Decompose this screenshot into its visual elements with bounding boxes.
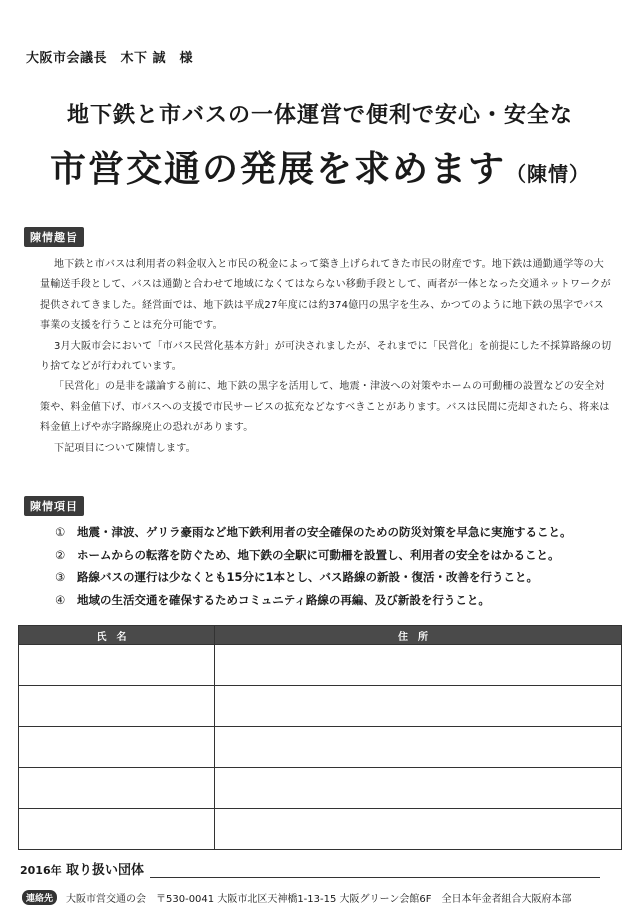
- addressee: 大阪市会議長 木下 誠 様: [26, 51, 194, 66]
- petition-item: [55, 589, 625, 612]
- name-cell[interactable]: [19, 645, 215, 686]
- petition-items-list: [55, 521, 625, 611]
- items-section-tag: 陳情項目: [24, 496, 84, 516]
- name-cell[interactable]: [19, 768, 215, 809]
- title-line-1: 地下鉄と市バスの一体運営で便利で安心・安全な: [66, 102, 573, 128]
- column-header-name: 氏名: [19, 626, 215, 645]
- handling-organization-label: 取り扱い団体: [66, 863, 145, 878]
- petition-item: [55, 544, 625, 567]
- item-text: 地域の生活交通を確保するためコミュニティ路線の再編、及び新設を行うこと。: [77, 592, 490, 607]
- contact-info: 大阪市営交通の会 〒530-0041 大阪市北区天神橋1-13-15 大阪グリーン会館6F 全日本年金者組合大阪府本部: [66, 894, 572, 905]
- summary-body: [40, 255, 612, 459]
- summary-paragraph: 地下鉄と市バスは利用者の料金収入と市民の税金によって築き上げられてきた市民の財産です。地下鉄は通勤通学等の大量輸送手段として、バスは通勤と合わせて地域になくてはならない移動手段として、両者が一体となった交通ネットワークが提供されてきました。経営面では、地下鉄は平成27年度には約374億円の黒字を生み、かつてのように地下鉄の黒字でバス事業の支援を行うことは充分可能です。: [40, 259, 611, 332]
- title-main: 市営交通の発展を求めます: [49, 148, 506, 190]
- table-row: [19, 727, 622, 768]
- name-cell[interactable]: [19, 809, 215, 850]
- table-row: [19, 645, 622, 686]
- address-cell[interactable]: [215, 809, 622, 850]
- address-cell[interactable]: [215, 768, 622, 809]
- contact-badge: 連絡先: [22, 890, 57, 905]
- table-row: [19, 809, 622, 850]
- summary-section-tag: 陳情趣旨: [24, 227, 84, 247]
- item-text: 路線バスの運行は少なくとも15分に1本とし、バス路線の新設・復活・改善を行うこと。: [77, 570, 539, 584]
- item-text: ホームからの転落を防ぐため、地下鉄の全駅に可動柵を設置し、利用者の安全をはかること。: [77, 547, 560, 562]
- title-line-2: [0, 141, 640, 192]
- petition-item: [55, 521, 625, 544]
- summary-paragraph: 「民営化」の是非を議論する前に、地下鉄の黒字を活用して、地震・津波への対策やホームの可動柵の設置などの安全対策や、料金値下げ、市バスへの支援で市民サービスの拡充などなすべきことがあります。バスは民間に売却されたら、将来は料金値上げや赤字路線廃止の恐れがあります。: [40, 381, 610, 434]
- name-cell[interactable]: [19, 686, 215, 727]
- signature-table-header: [19, 626, 622, 645]
- organization-write-line[interactable]: [150, 877, 600, 878]
- item-text: 地震・津波、ゲリラ豪雨など地下鉄利用者の安全確保のための防災対策を早急に実施すること。: [77, 525, 572, 539]
- name-cell[interactable]: [19, 727, 215, 768]
- footer-year: 2016年: [20, 864, 62, 877]
- address-cell[interactable]: [215, 686, 622, 727]
- signature-table: [18, 625, 622, 850]
- item-number: ②: [55, 547, 66, 562]
- title-suffix: （陳情）: [506, 162, 590, 186]
- address-cell[interactable]: [215, 645, 622, 686]
- item-number: ④: [55, 592, 66, 607]
- column-header-address: 住所: [215, 626, 622, 645]
- summary-paragraph: 3月大阪市会において「市バス民営化基本方針」が可決されましたが、それまでに「民営化」を前提にした不採算路線の切り捨てなどが行われています。: [40, 340, 612, 373]
- petition-item: [55, 566, 625, 589]
- table-row: [19, 686, 622, 727]
- item-number: ①: [55, 525, 66, 539]
- summary-paragraph: 下記項目について陳情します。: [54, 442, 196, 454]
- item-number: ③: [55, 570, 66, 584]
- table-row: [19, 768, 622, 809]
- address-cell[interactable]: [215, 727, 622, 768]
